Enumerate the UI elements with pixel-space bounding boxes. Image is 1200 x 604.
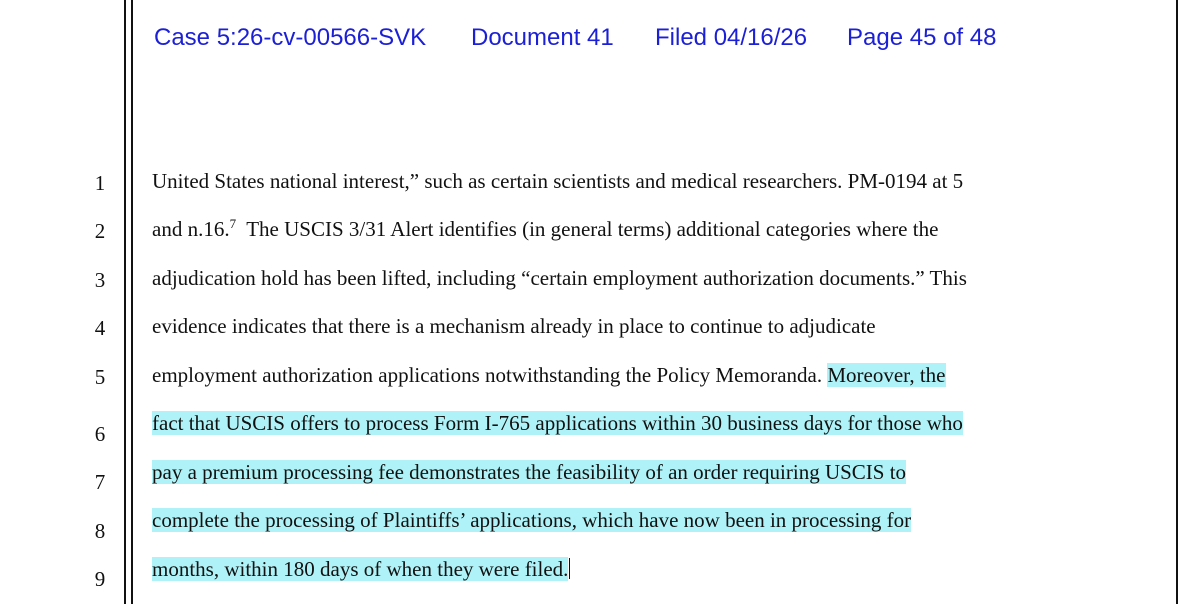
text-line-9 — [152, 555, 570, 584]
line-number: 2 — [94, 219, 106, 243]
line-number: 9 — [94, 567, 106, 591]
text-line-7 — [152, 458, 906, 487]
text-cursor — [569, 558, 570, 579]
text-segment: United States national interest,” such as certain scientists and medical researchers. PM-0194 at 5 — [152, 169, 964, 193]
filed-date: Filed 04/16/26 — [655, 24, 808, 51]
text-line-8 — [152, 506, 911, 535]
right-margin-rule — [1176, 0, 1178, 604]
highlighted-text[interactable]: months, within 180 days of when they were filed. — [152, 557, 569, 581]
text-line-3 — [152, 264, 967, 293]
text-segment: The USCIS 3/31 Alert identifies (in general terms) additional categories where the — [236, 217, 939, 241]
line-number: 8 — [94, 519, 106, 543]
text-line-5 — [152, 361, 946, 390]
text-segment: evidence indicates that there is a mechanism already in place to continue to adjudicate — [152, 314, 876, 338]
text-line-1 — [152, 167, 963, 196]
text-line-6 — [152, 409, 963, 438]
line-number: 7 — [94, 470, 106, 494]
highlighted-text[interactable]: Moreover, the — [827, 363, 946, 387]
left-margin-rule-inner — [131, 0, 133, 604]
highlighted-text[interactable]: fact that USCIS offers to process Form I-765 applications within 30 business days for those who — [152, 411, 963, 435]
text-segment: employment authorization applications notwithstanding the Policy Memoranda. — [152, 363, 828, 387]
left-margin-rule-outer — [124, 0, 126, 604]
line-number: 6 — [94, 422, 106, 446]
highlighted-text[interactable]: pay a premium processing fee demonstrates the feasibility of an order requiring USCIS to — [152, 460, 907, 484]
case-number: Case 5:26-cv-00566-SVK — [154, 24, 427, 51]
text-line-2 — [152, 215, 938, 244]
line-number: 3 — [94, 268, 106, 292]
footnote-reference[interactable]: 7 — [229, 216, 237, 231]
page-indicator: Page 45 of 48 — [847, 24, 997, 51]
text-segment: adjudication hold has been lifted, including “certain employment authorization documents.” This — [152, 266, 967, 290]
line-number: 5 — [94, 365, 106, 389]
line-number: 1 — [94, 171, 106, 195]
text-segment: and n.16. — [152, 217, 230, 241]
line-number: 4 — [94, 316, 106, 340]
highlighted-text[interactable]: complete the processing of Plaintiffs’ applications, which have now been in processing for — [152, 508, 912, 532]
text-line-4 — [152, 312, 876, 341]
document-number: Document 41 — [471, 24, 614, 51]
